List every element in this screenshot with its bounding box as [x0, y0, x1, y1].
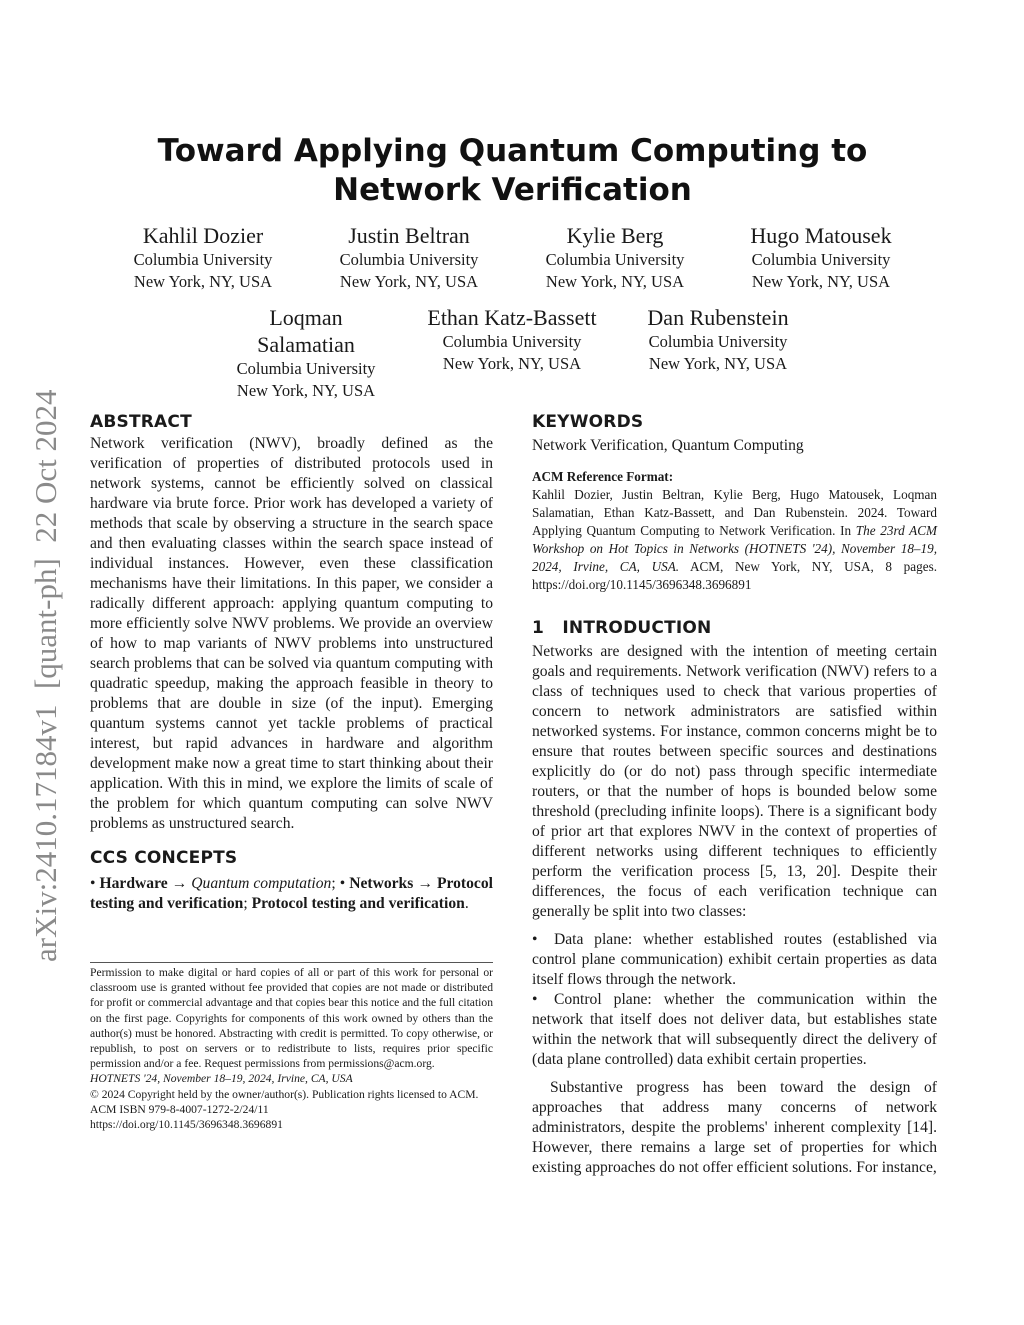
keywords-text: Network Verification, Quantum Computing: [532, 437, 804, 454]
ccs-term: Networks: [349, 875, 414, 892]
author-affiliation: Columbia University: [133, 250, 273, 269]
intro-paragraph: Networks are designed with the intention of meeting certain goals and requirements. Network verification (NWV) refers to a class of techniques used to check that various properties of concern to network administrators are satisfied within networked systems. For instance, common concerns might be to ensure that routes between specific sources and destinations explicitly do (or do not) pass through specific intermediate routers, or that the number of hops is bounded below some threshold (precluding infinite loops). There is a significant body of prior art that explores NWV in the context of properties of different networks using different techniques to efficiently perform the verification process [5, 13, 20]. Despite their differences, the focus of each verification technique can generally be split into two classes:: [532, 643, 937, 920]
bullet-symbol: •: [532, 991, 538, 1008]
author-name: Dan Rubenstein: [647, 305, 789, 330]
intro-bullet-list: [532, 930, 937, 1070]
ccs-concepts: [90, 874, 493, 914]
doi-link[interactable]: https://doi.org/10.1145/3696348.3696891: [90, 1118, 283, 1132]
author-location: New York, NY, USA: [648, 354, 788, 373]
bullet-text: Control plane: whether the communication within the network that itself does not deliver data, but establishes state within the network that will subsequently direct the delivery of (data plane controlled) data exhibit certain properties.: [532, 991, 937, 1068]
reference-authors: Kahlil Dozier, Justin Beltran, Kylie Berg, Hugo Matousek, Loqman Salamatian, Ethan Katz-Bassett, and Dan Rubenstein. 2024. Toward Applying Quantum Computing to Network Verification. In: [532, 487, 937, 538]
permission-footnote: [90, 962, 493, 1132]
paper-title: Toward Applying Quantum Computing to Network Verification: [157, 133, 868, 208]
author-name: Hugo Matousek: [750, 223, 892, 248]
list-item: [532, 990, 937, 1070]
reference-tail: ACM, New York, NY, USA, 8 pages. https://doi.org/10.1145/3696348.3696891: [532, 559, 938, 592]
footnote-divider: [90, 962, 493, 963]
author-location: New York, NY, USA: [236, 381, 376, 400]
author-location: New York, NY, USA: [133, 272, 273, 291]
author-block: [412, 304, 612, 375]
author-affiliation: Columbia University: [648, 332, 788, 351]
ccs-separator: ;: [243, 895, 248, 912]
ccs-term: Protocol testing and verification: [251, 895, 465, 912]
ccs-term: Quantum computation: [191, 875, 332, 892]
author-block: [309, 222, 509, 293]
ccs-bullet: •: [339, 875, 346, 892]
ccs-heading: CCS CONCEPTS: [90, 848, 238, 868]
right-column: [532, 410, 937, 1178]
venue-line: HOTNETS '24, November 18–19, 2024, Irvine, CA, USA: [90, 1072, 353, 1086]
author-affiliation: Columbia University: [442, 332, 582, 351]
ccs-arrow: →: [171, 875, 188, 892]
ccs-bullet: •: [90, 875, 96, 892]
author-affiliation: Columbia University: [751, 250, 891, 269]
isbn-line: ACM ISBN 979-8-4007-1272-2/24/11: [90, 1102, 269, 1116]
reference-format-heading: ACM Reference Format:: [532, 469, 674, 484]
author-affiliation: Columbia University: [339, 250, 479, 269]
author-affiliation: Columbia University: [236, 359, 376, 378]
ccs-term: Protocol testing and verification: [90, 875, 493, 912]
copyright-line: © 2024 Copyright held by the owner/author(s). Publication rights licensed to ACM.: [90, 1087, 479, 1101]
permission-text: Permission to make digital or hard copies of all or part of this work for personal or classroom use is granted without fee provided that copies are not made or distributed for profit or commercial advantage and that copies bear this notice and the full citation on the first page. Copyrights for components of this work owned by others than the author(s) must be honored. Abstracting with credit is permitted. To copy otherwise, or republish, to post on servers or to redistribute to lists, requires prior specific permission and/or a fee. Request permissions from permissions@acm.org.: [90, 966, 493, 1071]
ccs-separator: ;: [331, 875, 336, 892]
author-name: Loqman Salamatian: [257, 305, 355, 357]
reference-venue: The 23rd ACM Workshop on Hot Topics in Networks (HOTNETS '24), November 18–19, 2024, Irvine, CA, USA.: [532, 523, 937, 574]
author-location: New York, NY, USA: [545, 272, 685, 291]
bullet-text: Data plane: whether established routes (established via control plane communication) exhibit certain properties as data itself flows through the network.: [532, 931, 937, 988]
intro-paragraph: Substantive progress has been toward the design of approaches that address many concerns of network administrators, despite the problems' inherent complexity [14]. However, there remains a large set of properties for which existing approaches do not offer efficient solutions. For instance,: [532, 1079, 937, 1176]
ccs-end: .: [464, 895, 469, 912]
introduction-heading: 1 INTRODUCTION: [532, 618, 712, 638]
author-block: [618, 304, 818, 375]
keywords-heading: KEYWORDS: [532, 412, 644, 432]
author-affiliation: Columbia University: [545, 250, 685, 269]
author-name: Kylie Berg: [566, 223, 664, 248]
author-block: [721, 222, 921, 293]
author-block: [103, 222, 303, 293]
author-block: [206, 304, 406, 402]
author-location: New York, NY, USA: [442, 354, 582, 373]
author-name: Justin Beltran: [348, 223, 470, 248]
ccs-arrow: →: [417, 875, 433, 892]
author-name: Kahlil Dozier: [142, 223, 264, 248]
reference-format-text: [532, 486, 937, 594]
list-item: [532, 930, 937, 990]
author-block: [515, 222, 715, 293]
left-column: [90, 410, 493, 914]
abstract-text: Network verification (NWV), broadly defined as the verification of properties of distributed protocols used in network systems, cannot be efficiently solved on classical hardware via brute force. Prior work has developed a variety of methods that scale by observing a structure in the search space and then evaluating classes within the search space instead of individual instances. However, even these classification mechanisms have their limitations. In this paper, we consider a radically different approach: applying quantum computing to more efficiently solve NWV problems. We provide an overview of how to map variants of NWV problems into unstructured search problems that can be solved via quantum computing with quadratic speedup, making the approach feasible in theory to problems that are double in size (of the input). Emerging quantum systems cannot yet tackle problems of practical interest, but rapid advances in hardware and algorithm development make now a great time to start thinking about their application. With this in mind, we explore the limits of scale of the problem for which quantum computing can solve NWV problems as unstructured search.: [90, 435, 493, 832]
author-name: Ethan Katz-Bassett: [427, 305, 597, 330]
bullet-symbol: •: [532, 931, 538, 948]
ccs-term: Hardware: [99, 875, 168, 892]
author-location: New York, NY, USA: [339, 272, 479, 291]
author-location: New York, NY, USA: [751, 272, 891, 291]
abstract-heading: ABSTRACT: [90, 412, 192, 432]
arxiv-identifier: arXiv:2410.17184v1 [quant-ph] 22 Oct 2024: [28, 389, 63, 962]
